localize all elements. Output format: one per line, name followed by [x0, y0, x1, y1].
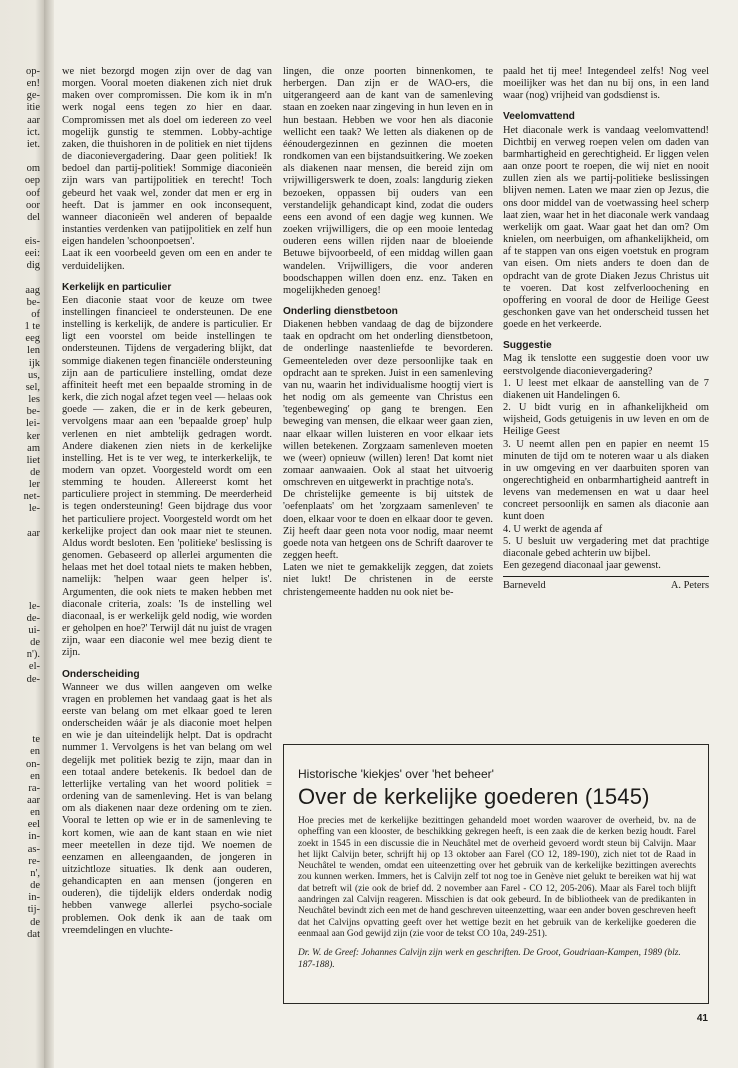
sliver-fragment: oep	[24, 175, 40, 187]
sliver-fragment: itie	[26, 102, 40, 114]
col2-paragraph-2: Diakenen hebben vandaag de dag de bijzondere taak en opdracht om het onderling dienstbetoon, de onderlinge naastenliefde te bevorderen. Gemeenteleden over deze persoonlijke taak en opdracht aan te spreken. Juist in een samenleving van nu, waarin het individualisme hoogtij viert is het nodig om als gemeente van Christus een 'tegenbeweging' op gang te brengen. Een beweging van mensen, die elkaar weer gaan zien, naar elkaar willen luisteren en voor elkaar iets willen betekenen. Zorgzaam samenleven moeten we (weer) opnieuw (willen) leren! Dat komt niet zomaar aanwaaien. Ook al staat het uitvoerig omschreven en uitgewerkt in prachtige nota's.	[283, 319, 493, 489]
sliver-fragment: in-	[28, 831, 40, 843]
col1-paragraph-1: Een diaconie staat voor de keuze om twee instellingen financieel te ondersteunen. De ene instelling is kerkelijk, de andere is particulier. Er ligt een voorstel om beide instellingen te ondersteunen. Tijdens de vergadering blijkt, dat sommige diakenen tegen financiële ondersteuning zijn aan de particuliere instelling, omdat deze affiniteit heeft met een bepaalde stroming in de kerk, die zich nogal afzet tegen veel — helaas ook goede — zaken, die er in de kerk gebeuren, vervolgens maar aan een 'bepaalde groep' hulp verlenen en niet ambtelijk gedragen wordt. Andere diakenen zien niets in de kerkelijke instelling. Het is te ver weg, te interkerkelijk, te modern van opzet. Voorgesteld wordt om een stemming te houden. Allereerst komt het particuliere project in stemming. De meerderheid is tegen ondersteuning! Geen bijdrage dus voor het particuliere project. Voorgesteld wordt om het kerkelijke project dan ook maar niet te steunen. Aldus wordt besloten. Een 'politieke' beslissing is genomen. Gebaseerd op allerlei argumenten die helaas met het doel totaal niets te maken hebben, namelijk: 'helpen waar geen helper is'. Argumenten, die ook niets te maken hebben met diaconale criteria, zoals: 'Is de instelling wel diaconaal, is er werkelijk geld nodig, wie worden er geholpen en hoe?' Terwijl dát nu juist de vragen zijn, waar een diaconie wel mee bezig dient te zijn.	[62, 294, 272, 659]
sliver-fragment: am	[27, 442, 40, 454]
sliver-fragment: n',	[30, 867, 40, 879]
heading-suggestie: Suggestie	[503, 340, 552, 352]
sliver-fragment: eis-	[24, 236, 40, 248]
col1-intro: we niet bezorgd mogen zijn over de dag van morgen. Vooral moeten diakenen zich niet druk maken over compromissen. Die kom ik in m'n werk nogal eens tegen zo hier en daar. Compromissen met als doel om iedereen zo veel mogelijk gunstig te stemmen. Lobby-achtige zaken, die thuishoren in de politiek en niet tijdens de diaconievergadering. Daar geen politiek! Ik bedoel dan partij-politiek! Sommige diaconieën zijn wars van partijpolitiek en terecht! Toch gebeurd het vaak wel, zonder dat men er erg in heeft. Dat is jammer en ook inconsequent, wanneer diaconieën wel anderen of bepaalde instanties verdenken van patijpolitiek en zelf hun eigen handelen 'schoonpoetsen'.	[62, 66, 272, 248]
col3-paragraph-3: Mag ik tenslotte een suggestie doen voor uw eerstvolgende diaconievergadering?	[503, 353, 709, 377]
sliver-fragment: de	[30, 916, 40, 928]
history-box-body: Hoe precies met de kerkelijke bezittingen gehandeld moet worden waarover de overheid, bv. na de opheffing van een klooster, de beschikking gekregen heeft, is een zaak die de kerken bezig houdt. Farel zoekt in 1545 in een discussie die in Neuchâtel met de overheid gevoerd wordt steun bij Calvijn. Maar het lijkt Calvijn beter, schrijft hij op 13 oktober aan Farel (CO 12, 189-190), zich niet tot de Raad in Neuchâtel te wenden, omdat een uiteenzetting over het gebruik van de kerkelijke bezittingen averechts zou kunnen werken. Immers, het is Calvijn zelf tot nog toe in Genève niet gelukt te bereiken wat hij wat dat betreft wil (zie ook de brief dd. 2 november aan Farel - CO 12, 205-206). Maar als Farel toch blijft aandringen zal Calvijn reageren. Misschien is dat ook gebeurd. In de bibliotheek van de predikanten in Neuchâtel bevindt zich een met de hand geschreven uiteenzetting, waar een ander boven geschreven heeft dat het Calvijns opvatting geeft over het wettige bezit en het gebruik van de kerkelijke goederen die eenmaal aan God gewijd zijn (zie voor de tekst CO 10a, 249-251).	[298, 816, 696, 939]
heading-onderling-dienstbetoon: Onderling dienstbetoon	[283, 305, 398, 317]
sliver-fragment: tij-	[27, 904, 40, 916]
sliver-fragment: on-	[26, 758, 40, 770]
sliver-fragment: liet	[26, 454, 40, 466]
sliver-fragment: len	[27, 345, 40, 357]
sliver-fragment: eei:	[24, 248, 40, 260]
heading-kerkelijk-en-particulier: Kerkelijk en particulier	[62, 281, 172, 293]
history-box	[283, 744, 709, 1004]
col3-paragraph-2: Het diaconale werk is vandaag veelomvattend! Dichtbij en verweg roepen velen om daden van barmhartigheid en gerechtigheid. Er liggen velen aan onze poort te roepen, die wij niet en nooit zullen zien als we partij-politieke beslissingen blijven nemen. Laten we maar zien op Jezus, die ons door middel van de voetwassing heel scherp laat zien, waar het in het diaconale werk vandaag werkelijk om gaat. Waar gaat het dan om? Om knielen, om neerbuigen, om afhankelijkheid, om af te stappen van ons eigen voetstuk en program van eisen. Om niets anders te doen dan de opdracht van de grote Diaken Jezus Christus uit te voeren. Dat kost zelfverloochening en opoffering en vooral de door de Heilige Geest geschonken gave van het onderscheid tussen het goede en het verkeerde.	[503, 124, 709, 331]
sliver-fragment: en	[30, 770, 40, 782]
closing-wish: Een gezegend diaconaal jaar gewenst.	[503, 560, 661, 572]
sliver-fragment: del	[27, 211, 40, 223]
sliver-fragment: dat	[27, 928, 40, 940]
sliver-fragment: oof	[26, 187, 40, 199]
page-number: 41	[696, 1013, 708, 1024]
sliver-fragment: de-	[26, 673, 40, 685]
sliver-fragment: le-	[28, 503, 40, 515]
sliver-fragment: te	[32, 734, 40, 746]
sliver-fragment: in-	[28, 892, 40, 904]
sliver-fragment: de	[30, 637, 40, 649]
suggestion-item-3: 3. U neemt allen pen en papier en neemt 15 minuten de tijd om te noteren waar u als diaken in uw omgeving en ver daarbuiten sporen van ongerechtigheid en onbarmhartigheid aantreft in levens van medemensen en wat u daar heel concreet persoonlijk en samen als diaconie aan kunt doen	[503, 438, 709, 523]
sliver-fragment: ra-	[28, 782, 40, 794]
sliver-fragment: n').	[26, 649, 40, 661]
suggestion-item-4: 4. U werkt de agenda af	[503, 523, 603, 535]
sliver-fragment: op-	[26, 66, 40, 77]
sliver-fragment: ict.	[26, 126, 40, 138]
sliver-fragment: re-	[28, 855, 40, 867]
heading-onderscheiding: Onderscheiding	[62, 668, 140, 680]
sliver-fragment: as-	[27, 843, 40, 855]
column-2	[283, 66, 493, 599]
sliver-fragment: de	[30, 466, 40, 478]
sliver-fragment: aar	[27, 795, 40, 806]
sliver-fragment: sel,	[25, 381, 40, 393]
sliver-fragment: en!	[26, 78, 40, 90]
sliver-fragment: lei-	[26, 418, 40, 430]
column-3	[503, 66, 709, 592]
sliver-fragment: en	[30, 807, 40, 819]
sliver-fragment: le-	[28, 600, 40, 612]
col1-paragraph-2: Wanneer we dus willen aangeven om welke vragen en problemen het vandaag gaat is het als eerste van belang om met elkaar goed te leren onderscheiden wáár je als diaconie moet helpen en wie je dan uiteindelijk helpt. Dat is opdracht nummer 1. Vervolgens is het van belang om wel degelijk met politiek bezig te zijn, maar dan in een totaal andere betekenis. Ik bedoel dan de letterlijke vertaling van het woord politiek = ordening van de samenleving. Het is van belang om als diakenen naar deze ordening om te zien. Vooral te letten op wie er in de samenleving te kort komen, wie aan de kant staan en wie niet meer meetellen in deze tijd. We noemen de eenzamen en alleengaanden, de jongeren in uitzichtloze situaties. Ik denk aan ouderen, gehandicapten en aan mensen (jongeren en ouderen), die tijdelijk elders onderdak nodig hebben vanwege allerlei psycho-sociale problemen. Ook denk ik aan de taak om vreemdelingen en vluchte-	[62, 681, 272, 936]
sliver-fragment: aag	[25, 284, 40, 296]
sliver-fragment: aar	[27, 527, 40, 539]
signature-place: Barneveld	[503, 580, 546, 592]
sliver-fragment: ui-	[28, 624, 40, 636]
signature-author: A. Peters	[670, 580, 709, 592]
col2-paragraph-3: De christelijke gemeente is bij uitstek de 'oefenplaats' om het 'zorgzaam samenleven' te doen, elkaar voor te doen en elkaar door te geven. Zij heeft daar geen nota voor nodig, maar neemt goede nota van hetgeen ons de Schrift daarover te zeggen heeft.	[283, 489, 493, 562]
suggestion-list	[503, 378, 709, 560]
sliver-fragment: el-	[28, 661, 40, 673]
col3-paragraph-1: paald het tij mee! Integendeel zelfs! Nog veel moeilijker was het dan nu bij ons, in een land waar (nog) vrijheid van godsdienst is.	[503, 66, 709, 102]
sliver-fragment: les	[28, 394, 40, 406]
sliver-fragment: net-	[23, 491, 40, 503]
heading-veelomvattend: Veelomvattend	[503, 111, 575, 123]
sliver-fragment: ler	[28, 479, 40, 491]
sliver-fragment: eel	[27, 819, 40, 831]
col2-paragraph-4: Laten we niet te gemakkelijk zeggen, dat zoiets niet lukt! De christenen in de eerste christengemeente hadden nu ook niet be-	[283, 562, 493, 598]
sliver-fragment: 1 te	[24, 321, 40, 333]
sliver-fragment: de	[30, 880, 40, 892]
col1-intro2: Laat ik een voorbeeld geven om een en ander te verduidelijken.	[62, 248, 272, 272]
sliver-fragment: oor	[26, 199, 40, 211]
sliver-fragment: om	[26, 163, 40, 175]
sliver-fragment: ker	[26, 430, 40, 442]
suggestion-item-5: 5. U besluit uw vergadering met dat prachtige diaconale gebed achterin uw bijbel.	[503, 535, 709, 559]
page-gutter	[44, 0, 54, 1068]
previous-page-sliver	[0, 0, 45, 1068]
sliver-fragment: de-	[26, 612, 40, 624]
sliver-fragment: be-	[26, 296, 40, 308]
col2-paragraph-1: lingen, die onze poorten binnenkomen, te herbergen. Dan zijn er de WAO-ers, die uitgerangeerd aan de kant van de samenleving staan en zoeken naar zingeving in hun leven en in hun bestaan. Hebben we voor hen als diaconie wellicht een taak? We letten als diakenen op de éénoudergezinnen en gezinnen die moeten rondkomen van een bijstandsuitkering. We zoeken als diakenen naar mensen, die bereid zijn om vrijwilligerswerk te doen, zoals: langdurig zieken bezoeken, oppassen bij ouders van een verstandelijk gehandicapt kind, zodat die ouders eens een avond of een dagje weg kunnen. We zoeken vrijwilligers, die op een mooie lentedag ouderen eens willen rijden naar de bloeiende Betuwe bijvoorbeeld, of een middag willen gaan wandelen. Vrijwilligers, die voor anderen boodschappen willen doen enz. enz. Taken en mogelijkheden genoeg!	[283, 66, 493, 296]
history-box-reference: Dr. W. de Greef: Johannes Calvijn zijn werk en geschriften. De Groot, Goudriaan-Kampen, 1989 (blz. 187-188).	[298, 948, 681, 970]
suggestion-item-2: 2. U bidt vurig en in afhankelijkheid om wijsheid, Gods getuigenis in uw leven en om de Heilige Geest	[503, 402, 709, 438]
signature-line	[503, 576, 709, 592]
history-box-title: Over de kerkelijke goederen (1545)	[298, 784, 650, 809]
sliver-fragment: en	[30, 746, 40, 758]
sliver-fragment: aar	[27, 114, 40, 126]
sliver-fragment: be-	[26, 406, 40, 418]
sliver-fragment: dig	[26, 260, 40, 272]
sliver-fragment: us,	[28, 369, 40, 381]
sliver-fragment: iet.	[26, 138, 40, 150]
sliver-fragment: of	[31, 309, 40, 320]
column-1	[62, 66, 272, 937]
sliver-fragment: ge-	[26, 90, 40, 102]
sliver-fragment: eeg	[25, 333, 40, 345]
sliver-fragment: ijk	[28, 357, 40, 369]
suggestion-item-1: 1. U leest met elkaar de aanstelling van de 7 diakenen uit Handelingen 6.	[503, 377, 709, 401]
history-box-kicker: Historische 'kiekjes' over 'het beheer'	[298, 767, 494, 781]
